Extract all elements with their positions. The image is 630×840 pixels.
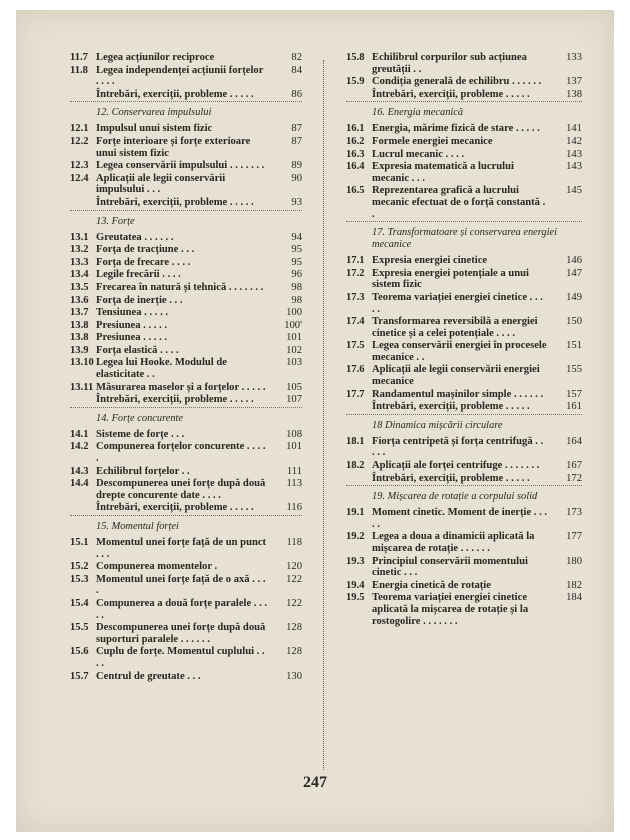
entry-page: 116	[286, 502, 302, 514]
entry-title: Energia cinetică de rotație	[372, 579, 491, 591]
entry-number: 16.5	[346, 185, 365, 197]
entry-page: 133	[566, 52, 582, 63]
toc-entry	[346, 89, 582, 101]
entry-title: Energia, mărime fizică de stare . . . . .	[372, 123, 540, 135]
entry-page: 137	[566, 76, 582, 88]
section-separator	[70, 407, 302, 408]
toc-entry	[70, 466, 302, 478]
entry-title: Compunerea a două forțe paralele . . . . .	[96, 597, 268, 621]
entry-title: Teorema variației energiei cinetice . . . . .	[372, 291, 543, 315]
entry-number: 15.1	[70, 537, 89, 548]
entry-title: Formele energiei mecanice	[372, 135, 493, 147]
toc-right-column	[346, 52, 582, 628]
section-heading: 16. Energia mecanică	[372, 107, 464, 119]
entry-title: Sisteme de forțe . . .	[96, 428, 185, 440]
entry-title: Descompunerea unei forțe după două suporturi paralele . . . . . .	[96, 622, 266, 645]
section-heading: 13. Forțe	[96, 215, 135, 227]
entry-page: 87	[291, 135, 302, 147]
entry-page: 118	[286, 537, 302, 548]
entry-page: 128	[286, 646, 302, 658]
toc-entry	[346, 268, 582, 291]
entry-title: Cuplu de forțe. Momentul cuplului . . . .	[96, 646, 265, 669]
entry-title: Expresia energiei potențiale a unui sistem fizic	[372, 267, 529, 291]
column-divider	[323, 60, 324, 770]
entry-title: Lucrul mecanic . . . .	[372, 148, 465, 160]
entry-number	[346, 89, 372, 101]
entry-number	[70, 89, 96, 101]
section-separator	[70, 515, 302, 516]
entry-number: 18.1	[346, 435, 365, 447]
toc-entry	[346, 473, 582, 485]
toc-entry	[346, 340, 582, 363]
entry-title: Măsurarea maselor și a forțelor . . . . .	[96, 381, 266, 393]
toc-entry	[70, 429, 302, 441]
toc-entry	[70, 622, 302, 645]
entry-title: Transformarea reversibilă a energiei cinetice și a celei potențiale . . . .	[372, 316, 538, 339]
entry-title: Impulsul unui sistem fizic	[96, 123, 213, 135]
entry-title: Legea lui Hooke. Modulul de elasticitate . .	[96, 357, 227, 381]
entry-page: 101	[286, 332, 302, 344]
toc-entry	[70, 295, 302, 307]
entry-number: 18.2	[346, 460, 365, 472]
entry-page: 94	[291, 231, 302, 243]
entry-page: 149	[566, 291, 582, 303]
entry-page: 105	[286, 381, 302, 393]
section-heading: 14. Forțe concurente	[96, 412, 184, 424]
entry-page: 101	[286, 441, 302, 453]
entry-number: 19.4	[346, 579, 365, 591]
toc-entry	[70, 537, 302, 560]
entry-page: 172	[566, 472, 582, 484]
section-separator	[70, 101, 302, 102]
entry-title: Legea conservării energiei în procesele mecanice . .	[372, 340, 547, 363]
entry-title: Descompunerea unei forțe după două drepte concurente date . . . .	[96, 478, 266, 501]
entry-title: Compunerea forțelor concurente . . . . .	[96, 441, 266, 465]
toc-entry	[70, 257, 302, 269]
entry-title: Echilibrul forțelor . .	[96, 465, 190, 477]
entry-page: 96	[291, 269, 302, 281]
entry-page: 103	[286, 357, 302, 369]
entry-page: 120	[286, 561, 302, 573]
entry-number: 16.4	[346, 161, 365, 173]
entry-page: 177	[566, 531, 582, 543]
toc-entry	[70, 671, 302, 683]
toc-entry	[70, 320, 302, 332]
toc-entry	[346, 531, 582, 554]
section-heading: 12. Conservarea impulsului	[96, 107, 212, 119]
entry-number: 15.2	[70, 561, 89, 573]
entry-page: 164	[566, 435, 582, 447]
entry-page: 98	[291, 281, 302, 293]
entry-number: 15.3	[70, 573, 89, 585]
entry-number: 14.3	[70, 465, 89, 477]
section-separator	[346, 485, 582, 486]
entry-title: Legile frecării . . . .	[96, 269, 181, 281]
entry-number: 12.1	[70, 123, 89, 135]
entry-title: Echilibrul corpurilor sub acțiunea greutății . .	[372, 52, 527, 75]
entry-number: 14.4	[70, 478, 89, 490]
toc-entry	[346, 364, 582, 387]
entry-number: 13.7	[70, 307, 89, 319]
toc-entry	[70, 345, 302, 357]
toc-entry	[346, 185, 582, 220]
entry-number: 13.10	[70, 357, 94, 369]
entry-number: 19.3	[346, 555, 365, 567]
entry-number: 13.6	[70, 294, 89, 306]
entry-title: Moment cinetic. Moment de inerție . . . . .	[372, 507, 548, 530]
entry-number: 16.1	[346, 123, 365, 135]
toc-entry	[70, 160, 302, 172]
toc-entry	[346, 389, 582, 401]
entry-number: 13.4	[70, 269, 89, 281]
entry-title: Legea acțiunilor reciproce	[96, 52, 215, 63]
entry-title: Aplicații ale legii conservării impulsului . . .	[96, 172, 226, 196]
entry-number: 15.6	[70, 646, 89, 658]
toc-entry	[70, 282, 302, 294]
entry-number	[70, 502, 96, 514]
entry-number: 12.2	[70, 135, 89, 147]
entry-page: 102	[286, 344, 302, 356]
entry-number: 17.3	[346, 291, 365, 303]
entry-page: 161	[566, 401, 582, 413]
entry-title: Întrebări, exerciții, probleme . . . . .	[96, 196, 254, 208]
toc-entry	[70, 244, 302, 256]
section-heading: 18 Dinamica mișcării circulare	[372, 419, 503, 431]
entry-number: 17.1	[346, 255, 365, 267]
entry-number	[70, 197, 96, 209]
entry-page: 143	[566, 148, 582, 160]
entry-number: 17.2	[346, 267, 365, 279]
entry-number: 13.9	[70, 344, 89, 356]
entry-number: 19.1	[346, 507, 365, 519]
entry-number: 17.7	[346, 388, 365, 400]
entry-page: 138	[566, 88, 582, 100]
section-separator	[346, 414, 582, 415]
entry-page: 173	[566, 507, 582, 519]
entry-title: Presiunea . . . . .	[96, 332, 168, 344]
toc-entry	[70, 65, 302, 88]
entry-number	[346, 473, 372, 485]
toc-entry	[70, 136, 302, 159]
entry-number: 19.2	[346, 531, 365, 543]
entry-number	[346, 401, 372, 413]
toc-entry	[346, 149, 582, 161]
entry-number: 13.1	[70, 231, 89, 243]
toc-entry	[70, 357, 302, 380]
entry-title: Presiunea . . . . .	[96, 319, 168, 331]
entry-page: 122	[286, 573, 302, 585]
book-page	[16, 10, 614, 832]
entry-title: Condiția generală de echilibru . . . . . .	[372, 76, 542, 88]
entry-page: 93	[291, 196, 302, 208]
entry-number: 16.2	[346, 135, 365, 147]
entry-number: 13.8	[70, 319, 89, 331]
entry-title: Randamentul mașinilor simple . . . . . .	[372, 388, 544, 400]
entry-page: 84	[291, 64, 302, 76]
section-separator	[70, 210, 302, 211]
entry-page: 122	[286, 597, 302, 609]
entry-title: Aplicații ale forței centrifuge . . . . . . .	[372, 460, 540, 472]
toc-entry	[346, 292, 582, 315]
entry-page: 100	[286, 307, 302, 319]
entry-title: Legea independenței acțiunii forțelor . . . .	[96, 64, 264, 88]
entry-title: Expresia energiei cinetice	[372, 255, 488, 267]
entry-title: Expresia matematică a lucrului mecanic . . .	[372, 161, 514, 184]
entry-page: 107	[286, 394, 302, 406]
toc-entry	[346, 123, 582, 135]
entry-title: Momentul unei forțe față de un punct . . .	[96, 537, 267, 560]
entry-title: Forța elastică . . . .	[96, 344, 179, 356]
entry-page: 145	[566, 185, 582, 197]
entry-page: 111	[286, 465, 302, 477]
entry-title: Întrebări, exerciții, probleme . . . . .	[96, 88, 254, 100]
entry-number: 11.7	[70, 52, 88, 63]
entry-page: 87	[291, 123, 302, 135]
toc-entry	[70, 197, 302, 209]
section-heading: 17. Transformatoare și conservarea energiei mecanice	[372, 227, 557, 251]
entry-page: 142	[566, 135, 582, 147]
entry-title: Reprezentarea grafică a lucrului mecanic efectuat de o forță constantă . .	[372, 185, 546, 220]
entry-page: 147	[566, 267, 582, 279]
entry-page: 128	[286, 622, 302, 634]
entry-page: 130	[286, 670, 302, 682]
entry-title: Întrebări, exerciții, probleme . . . . .	[372, 88, 530, 100]
entry-number: 11.8	[70, 64, 88, 76]
entry-number: 15.4	[70, 597, 89, 609]
entry-title: Principiul conservării momentului cinetic . . .	[372, 555, 528, 579]
toc-entry	[70, 441, 302, 464]
toc-entry	[346, 436, 582, 459]
toc-entry	[346, 507, 582, 530]
section-separator	[346, 101, 582, 102]
entry-number: 15.5	[70, 622, 89, 634]
entry-page: 82	[291, 52, 302, 63]
toc-entry	[346, 136, 582, 148]
entry-title: Întrebări, exerciții, probleme . . . . .	[372, 472, 530, 484]
toc-entry	[346, 401, 582, 413]
entry-number: 15.8	[346, 52, 365, 63]
entry-page: 86	[291, 88, 302, 100]
toc-entry	[70, 478, 302, 501]
entry-title: Fiorța centripetă și forța centrifugă . . . . .	[372, 435, 544, 459]
toc-entry	[346, 161, 582, 184]
entry-page: 146	[566, 255, 582, 267]
entry-number: 12.3	[70, 160, 89, 172]
toc-entry	[70, 269, 302, 281]
entry-page: 113	[286, 478, 302, 490]
toc-entry	[70, 307, 302, 319]
entry-number: 13.11	[70, 381, 94, 393]
entry-number: 15.9	[346, 76, 365, 88]
entry-title: Momentul unei forțe față de o axă . . . .	[96, 573, 266, 597]
entry-number: 13.3	[70, 256, 89, 268]
entry-number: 13.5	[70, 281, 89, 293]
entry-title: Frecarea în natură și tehnică . . . . . . .	[96, 281, 264, 293]
toc-entry	[70, 574, 302, 597]
page-number: 247	[303, 774, 327, 791]
entry-page: 155	[566, 364, 582, 376]
toc-entry	[346, 592, 582, 627]
entry-title: Aplicații ale legii conservării energiei mecanice	[372, 364, 540, 388]
entry-title: Legea a doua a dinamicii aplicată la mișcarea de rotație . . . . . .	[372, 531, 535, 554]
entry-page: 151	[566, 340, 582, 352]
entry-page: 98	[291, 294, 302, 306]
toc-entry	[70, 394, 302, 406]
entry-title: Teorema variației energiei cinetice aplicată la mișcarea de rotație și la rostogolire . . . . . . .	[372, 592, 529, 627]
toc-entry	[70, 89, 302, 101]
toc-entry	[70, 332, 302, 344]
toc-entry	[70, 382, 302, 394]
toc-entry	[346, 52, 582, 75]
entry-title: Greutatea . . . . . .	[96, 231, 174, 243]
section-heading: 15. Momentul forței	[96, 521, 179, 532]
entry-number: 12.4	[70, 172, 89, 184]
toc-entry	[70, 232, 302, 244]
toc-entry	[346, 460, 582, 472]
toc-entry	[70, 52, 302, 64]
entry-page: 184	[566, 592, 582, 604]
toc-entry	[346, 556, 582, 579]
entry-page: 141	[566, 123, 582, 135]
toc-entry	[346, 316, 582, 339]
toc-entry	[70, 173, 302, 196]
entry-title: Compunerea momentelor .	[96, 561, 218, 573]
entry-page: 90	[291, 172, 302, 184]
entry-page: 143	[566, 161, 582, 173]
entry-title: Legea conservării impulsului . . . . . . .	[96, 160, 265, 172]
toc-entry	[346, 255, 582, 267]
toc-entry	[70, 646, 302, 669]
entry-title: Tensiunea . . . . .	[96, 307, 169, 319]
entry-title: Forța de frecare . . . .	[96, 256, 191, 268]
entry-number: 13.8	[70, 332, 89, 344]
entry-page: 157	[566, 388, 582, 400]
toc-entry	[70, 598, 302, 621]
entry-number: 13.2	[70, 244, 89, 256]
entry-title: Centrul de greutate . . .	[96, 670, 201, 682]
entry-number	[70, 394, 96, 406]
entry-page: 100'	[284, 319, 302, 331]
entry-title: Întrebări, exerciții, probleme . . . . .	[372, 401, 530, 413]
entry-number: 15.7	[70, 670, 89, 682]
entry-page: 180	[566, 555, 582, 567]
entry-number: 17.6	[346, 364, 365, 376]
toc-entry	[346, 580, 582, 592]
entry-number: 14.1	[70, 428, 89, 440]
entry-number: 19.5	[346, 592, 365, 604]
entry-number: 17.5	[346, 340, 365, 352]
entry-number: 17.4	[346, 316, 365, 328]
entry-title: Întrebări, exerciții, probleme . . . . .	[96, 394, 254, 406]
entry-page: 108	[286, 428, 302, 440]
toc-left-column	[70, 52, 302, 683]
section-heading: 19. Mișcarea de rotație a corpului solid	[372, 491, 538, 503]
entry-page: 150	[566, 316, 582, 328]
toc-entry	[70, 123, 302, 135]
section-separator	[346, 221, 582, 222]
entry-title: Forțe interioare și forțe exterioare unui sistem fizic	[96, 135, 251, 159]
entry-page: 95	[291, 244, 302, 256]
entry-number: 16.3	[346, 148, 365, 160]
toc-entry	[70, 502, 302, 514]
entry-page: 95	[291, 256, 302, 268]
toc-entry	[346, 76, 582, 88]
entry-title: Întrebări, exerciții, probleme . . . . .	[96, 502, 254, 514]
entry-page: 89	[291, 160, 302, 172]
entry-title: Forța de inerție . . .	[96, 294, 183, 306]
entry-number: 14.2	[70, 441, 89, 453]
entry-page: 167	[566, 460, 582, 472]
entry-title: Forța de tracțiune . . .	[96, 244, 195, 256]
toc-entry	[70, 561, 302, 573]
entry-page: 182	[566, 579, 582, 591]
